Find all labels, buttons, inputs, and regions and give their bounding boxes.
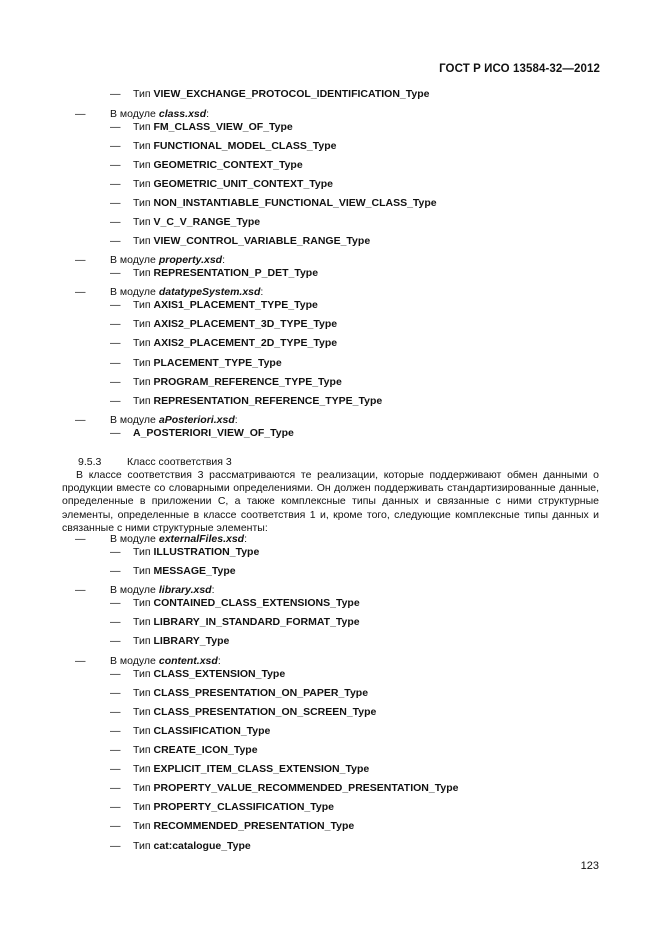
module-name: content.xsd [158,655,218,667]
type-word: Тип [133,318,151,330]
type-word: Тип [133,744,151,756]
dash: — [110,121,121,133]
dash: — [110,337,121,349]
type-word: Тип [133,159,151,171]
type-name: CLASS_EXTENSION_Type [153,668,286,680]
type-name: RECOMMENDED_PRESENTATION_Type [153,820,355,832]
module-word: В модуле [110,414,156,426]
type-word: Тип [133,565,151,577]
type-name: CLASS_PRESENTATION_ON_PAPER_Type [153,687,369,699]
dash: — [110,216,121,228]
type-word: Тип [133,376,151,388]
type-word: Тип [133,725,151,737]
page-number: 123 [580,860,599,872]
dash: — [110,820,121,832]
dash: — [110,427,121,439]
type-name: CONTAINED_CLASS_EXTENSIONS_Type [153,597,360,609]
type-word: Тип [133,635,151,647]
module-word: В модуле [110,533,156,545]
type-name: NON_INSTANTIABLE_FUNCTIONAL_VIEW_CLASS_Type [153,197,437,209]
type-word: Тип [133,299,151,311]
type-name: GEOMETRIC_CONTEXT_Type [153,159,303,171]
dash: — [75,254,86,266]
module-name: property.xsd [158,254,223,266]
dash: — [110,178,121,190]
module-name: datatypeSystem.xsd [158,286,261,298]
dash: — [110,668,121,680]
type-name: PROPERTY_VALUE_RECOMMENDED_PRESENTATION_Type [153,782,459,794]
dash: — [110,88,121,100]
type-word: Тип [133,763,151,775]
type-name: VIEW_CONTROL_VARIABLE_RANGE_Type [153,235,371,247]
type-name: A_POSTERIORI_VIEW_OF_Type [133,427,294,439]
dash: — [110,782,121,794]
type-word: Тип [133,216,151,228]
dash: — [75,286,86,298]
dash: — [110,744,121,756]
module-word: В модуле [110,584,156,596]
type-word: Тип [133,616,151,628]
dash: — [110,395,121,407]
type-name: LIBRARY_IN_STANDARD_FORMAT_Type [153,616,360,628]
type-word: Тип [133,235,151,247]
type-word: Тип [133,357,151,369]
dash: — [110,763,121,775]
dash: — [110,159,121,171]
type-word: Тип [133,597,151,609]
type-word: Тип [133,178,151,190]
module-word: В модуле [110,108,156,120]
type-word: Тип [133,840,151,852]
dash: — [110,725,121,737]
section-title: Класс соответствия 3 [127,456,232,468]
module-word: В модуле [110,286,156,298]
dash: — [75,584,86,596]
module-word: В модуле [110,655,156,667]
module-name: library.xsd [158,584,212,596]
page-header-standard: ГОСТ Р ИСО 13584-32—2012 [439,63,600,75]
type-word: Тип [133,88,151,100]
dash: — [110,635,121,647]
dash: — [110,318,121,330]
type-word: Тип [133,801,151,813]
dash: — [110,235,121,247]
dash: — [110,140,121,152]
dash: — [110,299,121,311]
dash: — [75,414,86,426]
dash: — [110,687,121,699]
type-name: PLACEMENT_TYPE_Type [153,357,282,369]
type-word: Тип [133,140,151,152]
type-name: VIEW_EXCHANGE_PROTOCOL_IDENTIFICATION_Type [153,88,430,100]
dash: — [110,840,121,852]
type-name: FM_CLASS_VIEW_OF_Type [153,121,293,133]
type-name: LIBRARY_Type [153,635,230,647]
type-name: MESSAGE_Type [153,565,236,577]
dash: — [75,533,86,545]
type-word: Тип [133,782,151,794]
dash: — [110,616,121,628]
dash: — [110,706,121,718]
type-name: cat:catalogue_Type [153,840,251,852]
type-word: Тип [133,668,151,680]
type-name: CLASSIFICATION_Type [153,725,271,737]
dash: — [110,267,121,279]
type-name: V_C_V_RANGE_Type [153,216,261,228]
dash: — [110,801,121,813]
dash: — [110,565,121,577]
type-name: REPRESENTATION_P_DET_Type [153,267,319,279]
type-name: AXIS2_PLACEMENT_2D_TYPE_Type [153,337,338,349]
type-name: CREATE_ICON_Type [153,744,258,756]
type-word: Тип [133,687,151,699]
dash: — [75,108,86,120]
type-word: Тип [133,267,151,279]
type-word: Тип [133,706,151,718]
dash: — [110,546,121,558]
module-word: В модуле [110,254,156,266]
dash: — [110,376,121,388]
type-name: ILLUSTRATION_Type [153,546,260,558]
type-name: EXPLICIT_ITEM_CLASS_EXTENSION_Type [153,763,370,775]
dash: — [110,197,121,209]
section-paragraph: В классе соответствия 3 рассматриваются те реализации, которые поддерживают обмен данными о продукции вместе со словарными определениями. Он должен поддерживать стандартизированные данные, определенные в приложении С, а также комплексные типы данных и связанные с ними структурные элементы, определенные в классе соответствия 1 и, кроме того, следующие комплексные типы данных и связанные с ними структурные элементы: [62,469,599,534]
dash: — [75,655,86,667]
type-word: Тип [133,337,151,349]
dash: — [110,357,121,369]
type-name: GEOMETRIC_UNIT_CONTEXT_Type [153,178,334,190]
type-word: Тип [133,121,151,133]
type-word: Тип [133,820,151,832]
type-name: CLASS_PRESENTATION_ON_SCREEN_Type [153,706,377,718]
type-word: Тип [133,197,151,209]
dash: — [110,597,121,609]
type-word: Тип [133,546,151,558]
type-name: PROGRAM_REFERENCE_TYPE_Type [153,376,342,388]
type-name: FUNCTIONAL_MODEL_CLASS_Type [153,140,337,152]
type-name: PROPERTY_CLASSIFICATION_Type [153,801,334,813]
section-number: 9.5.3 [78,456,102,468]
module-name: externalFiles.xsd [158,533,245,545]
module-name: aPosteriori.xsd [158,414,235,426]
type-name: AXIS2_PLACEMENT_3D_TYPE_Type [153,318,338,330]
type-name: AXIS1_PLACEMENT_TYPE_Type [153,299,318,311]
module-name: class.xsd [158,108,207,120]
type-word: Тип [133,395,151,407]
type-name: REPRESENTATION_REFERENCE_TYPE_Type [153,395,383,407]
